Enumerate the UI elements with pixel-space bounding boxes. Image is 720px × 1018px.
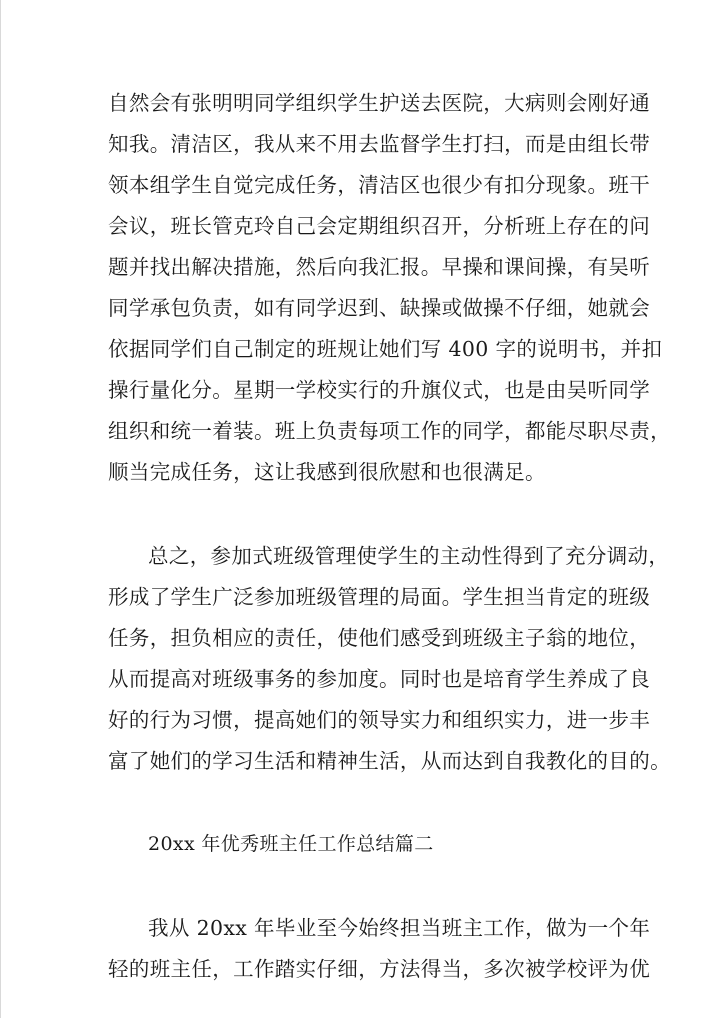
- text-line: 从而提高对班级事务的参加度。同时也是培育学生养成了良: [108, 667, 651, 691]
- text-line: 总之，参加式班级管理使学生的主动性得到了充分调动，: [148, 544, 670, 568]
- text-line: 我从 20xx 年毕业至今始终担当班主工作，做为一个年: [148, 916, 651, 940]
- text-line: 会议，班长管克玲自己会定期组织召开，分析班上存在的问: [108, 214, 651, 238]
- text-line: 形成了学生广泛参加班级管理的局面。学生担当肯定的班级: [108, 585, 651, 609]
- text-line: 自然会有张明明同学组织学生护送去医院，大病则会刚好通: [108, 91, 651, 115]
- text-line: 同学承包负责，如有同学迟到、缺操或做操不仔细，她就会: [108, 296, 651, 320]
- text-line: 好的行为习惯，提高她们的领导实力和组织实力，进一步丰: [108, 708, 651, 732]
- text-line: 领本组学生自觉完成任务，清洁区也很少有扣分现象。班干: [108, 173, 651, 197]
- text-line: 顺当完成任务，这让我感到很欣慰和也很满足。: [108, 460, 546, 484]
- text-line: 操行量化分。星期一学校实行的升旗仪式，也是由吴听同学: [108, 378, 651, 402]
- text-line: 任务，担负相应的责任，使他们感受到班级主子翁的地位，: [108, 626, 651, 650]
- text-line: 依据同学们自己制定的班规让她们写 400 字的说明书，并扣: [108, 337, 663, 361]
- text-line: 知我。清洁区，我从来不用去监督学生打扫，而是由组长带: [108, 132, 651, 156]
- section-heading: 20xx 年优秀班主任工作总结篇二: [148, 833, 434, 855]
- text-line: 轻的班主任，工作踏实仔细，方法得当，多次被学校评为优: [108, 957, 651, 981]
- text-line: 组织和统一着装。班上负责每项工作的同学，都能尽职尽责，: [108, 419, 671, 443]
- text-line: 题并找出解决措施，然后向我汇报。早操和课间操，有吴听: [108, 255, 651, 279]
- text-line: 富了她们的学习生活和精神生活，从而达到自我教化的目的。: [108, 749, 671, 773]
